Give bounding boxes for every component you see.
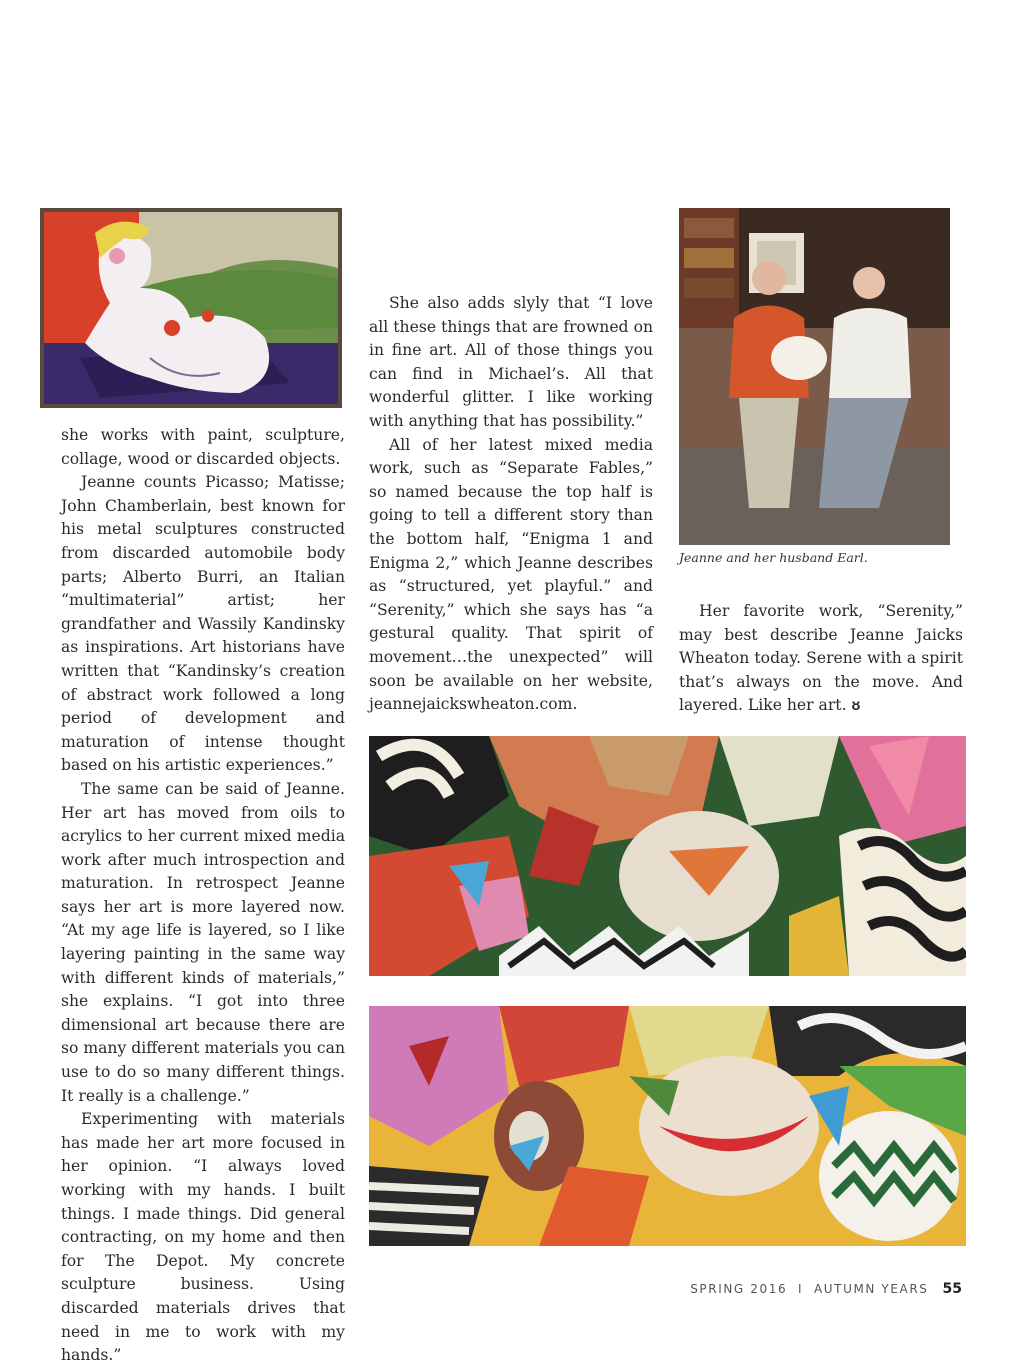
article-column-right: [679, 600, 963, 718]
paragraph: The same can be said of Jeanne. Her art has moved from oils to acrylics to her current mixed media work after much introspection and maturation. In retrospect Jeanne says her art is more layered now. “At my age life is layered, so I like layering painting in the same way with different kinds of materials,” she explains. “I got into three dimensional art because there are so many different materials you can use to do so many different things. It really is a challenge.”: [61, 779, 345, 1105]
article-column-middle: [369, 292, 653, 717]
photo-caption: Jeanne and her husband Earl.: [679, 550, 868, 565]
page-footer: [690, 1281, 962, 1297]
abstract-painting-bottom-image: [369, 1006, 966, 1246]
abstract-painting-top-image: [369, 736, 966, 976]
paragraph: Experimenting with materials has made her art more focused in her opinion. “I always loved working with my hands. I built things. I made things. Did general contracting, on my home and then for The Depot. My concrete sculpture business. Using discarded materials drives that need in me to work with my hands.”: [61, 1110, 345, 1365]
issue-label: SPRING 2016 I AUTUMN YEARS: [690, 1282, 929, 1296]
paragraph: All of her latest mixed media work, such as “Separate Fables,” so named because the top half is going to tell a different story than the bottom half, “Enigma 1 and Enigma 2,” which Jeanne describes as “structured, yet playful.” and “Serenity,” which she says has “a gestural quality. That spirit of movement…the unexpected” will soon be available on her website, jeannejaickswheaton.com.: [369, 435, 653, 714]
paragraph: Jeanne counts Picasso; Matisse; John Chamberlain, best known for his metal sculptures constructed from discarded automobile body parts; Alberto Burri, an Italian “multimaterial” artist; her grandfather and Wassily Kandinsky as inspirations. Art historians have written that “Kandinsky’s creation of abstract work followed a long period of development and maturation of intense thought based on his artistic experiences.”: [61, 473, 345, 775]
page-number: 55: [942, 1281, 962, 1297]
paragraph: [679, 600, 963, 718]
couple-photo-image: [679, 208, 950, 545]
paragraph: She also adds slyly that “I love all these things that are frowned on in fine art. All of those things you can find in Michael’s. All that wonderful glitter. I like working with anything that has possibility.”: [369, 294, 653, 430]
closing-paragraph-text: Her favorite work, “Serenity,” may best describe Jeanne Jaicks Wheaton today. Serene with a spirit that’s always on the move. And layered. Like her art.: [679, 602, 963, 715]
end-of-article-icon: ᴕ: [851, 696, 861, 715]
article-column-left: [61, 424, 345, 1368]
paragraph: she works with paint, sculpture, collage, wood or discarded objects.: [61, 426, 345, 468]
nude-painting-image: [40, 208, 342, 408]
